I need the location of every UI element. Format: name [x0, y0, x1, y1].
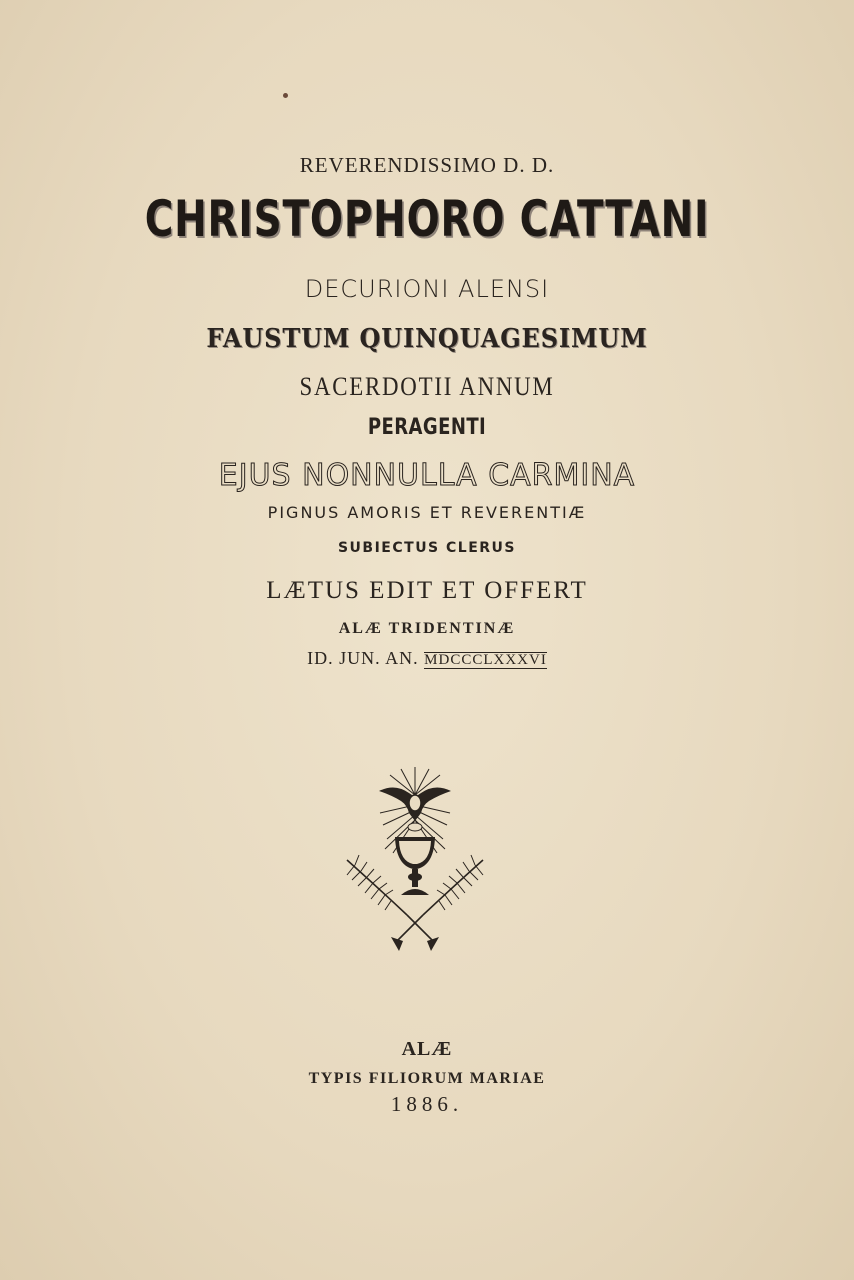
occasion-line-2: SACERDOTII ANNUM — [299, 372, 555, 401]
date-line — [0, 648, 854, 669]
date-roman-year: MDCCCLXXXVI — [424, 652, 547, 668]
occasion-line: FAUSTUM QUINQUAGESIMUM — [206, 324, 648, 354]
imprint-place: ALÆ — [401, 1038, 453, 1060]
occasion-line-3: PERAGENTI — [367, 415, 487, 440]
imprint-printer: TYPIS FILIORUM MARIAE — [308, 1070, 546, 1087]
date-prefix: ID. JUN. AN. — [307, 648, 419, 668]
ink-speck — [283, 93, 288, 98]
subtitle-line: PIGNUS AMORIS ET REVERENTIÆ — [267, 503, 587, 522]
honoree-name: CHRISTOPHORO CATTANI — [144, 190, 710, 248]
dove-chalice-palms-icon — [335, 765, 495, 955]
subtitle-line-3: LÆTUS EDIT ET OFFERT — [266, 577, 588, 604]
dedication-line: REVERENDISSIMO D. D. — [299, 153, 555, 177]
honoree-title: DECURIONI ALENSI — [304, 275, 550, 303]
subtitle-line-2: SUBIECTUS CLERUS — [337, 540, 517, 556]
imprint-year: 1886. — [390, 1092, 464, 1116]
work-title: EJUS NONNULLA CARMINA — [218, 458, 636, 493]
place-line: ALÆ TRIDENTINÆ — [338, 620, 516, 637]
